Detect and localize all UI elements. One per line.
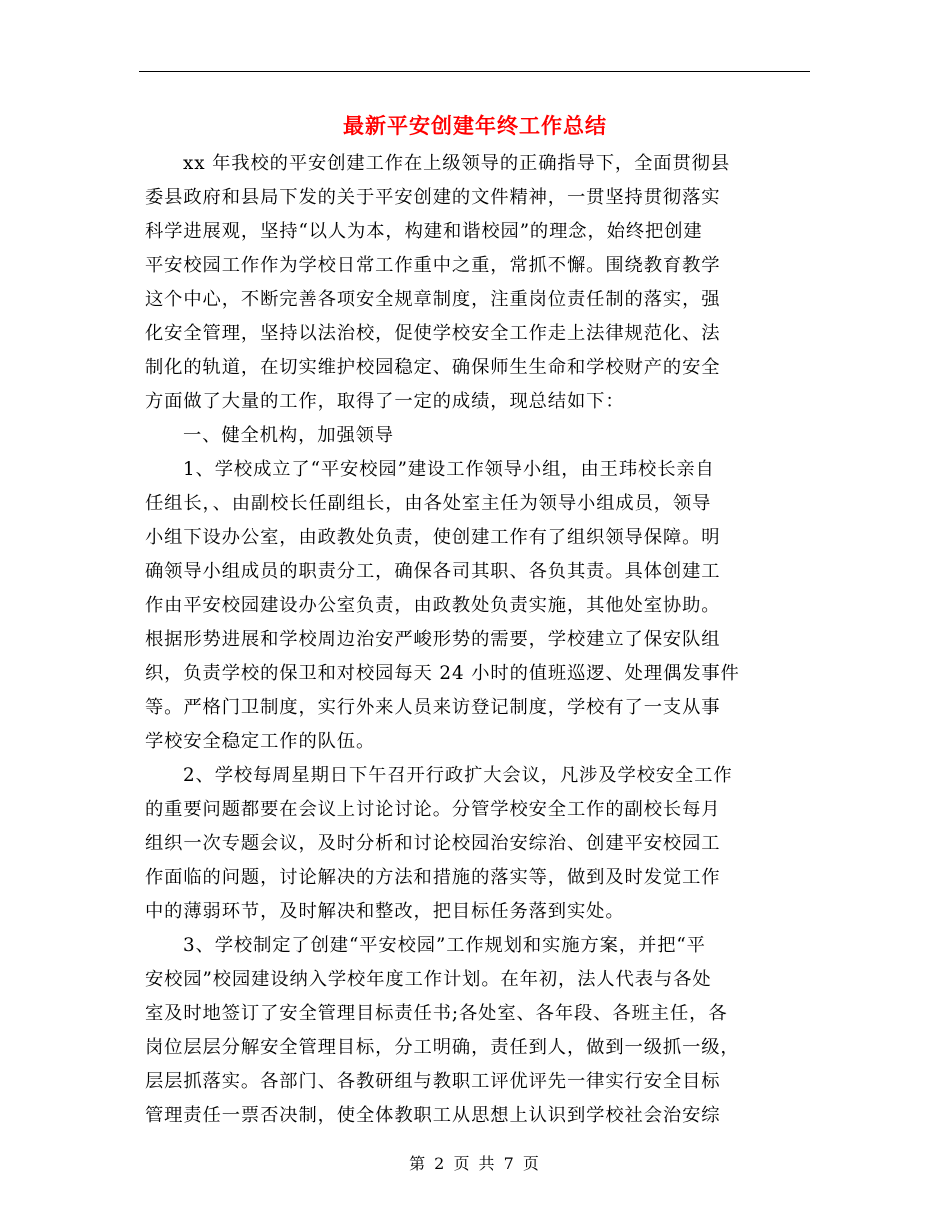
paragraph-line: 岗位层层分解安全管理目标，分工明确，责任到人，做到一级抓一级， [145, 1037, 740, 1058]
paragraph-line: 根据形势进展和学校周边治安严峻形势的需要，学校建立了保安队组 [145, 629, 721, 650]
paragraph-line: 中的薄弱环节，及时解决和整改，把目标任务落到实处。 [145, 901, 625, 922]
document-body [145, 147, 805, 1133]
paragraph-line: 化安全管理，坚持以法治校，促使学校安全工作走上法律规范化、法 [145, 323, 721, 344]
paragraph-line: 层层抓落实。各部门、各教研组与教职工评优评先一律实行安全目标 [145, 1071, 721, 1092]
paragraph-line: 学校安全稳定工作的队伍。 [145, 731, 376, 752]
paragraph-line: 小组下设办公室，由政教处负责，使创建工作有了组织领导保障。明 [145, 527, 721, 548]
paragraph-line: 科学进展观，坚持“以人为本，构建和谐校园”的理念，始终把创建 [145, 221, 703, 242]
paragraph-line: 安校园”校园建设纳入学校年度工作计划。在年初，法人代表与各处 [145, 969, 712, 990]
paragraph-line: 1、学校成立了“平安校园”建设工作领导小组，由王玮校长亲自 [183, 459, 715, 480]
paragraph-line: 制化的轨道，在切实维护校园稳定、确保师生生命和学校财产的安全 [145, 357, 721, 378]
paragraph-line: 方面做了大量的工作，取得了一定的成绩，现总结如下： [145, 391, 625, 412]
paragraph-line: 的重要问题都要在会议上讨论讨论。分管学校安全工作的副校长每月 [145, 799, 721, 820]
paragraph-line: 室及时地签订了安全管理目标责任书;各处室、各年段、各班主任，各 [145, 1003, 728, 1024]
page-number-footer: 第 2 页 共 7 页 [409, 1154, 541, 1173]
paragraph-line: 等。严格门卫制度，实行外来人员来访登记制度，学校有了一支从事 [145, 697, 721, 718]
paragraph-line: 管理责任一票否决制，使全体教职工从思想上认识到学校社会治安综 [145, 1105, 721, 1126]
paragraph-line: 平安校园工作作为学校日常工作重中之重，常抓不懈。围绕教育教学 [145, 255, 721, 276]
paragraph-line: 作由平安校园建设办公室负责，由政教处负责实施，其他处室协助。 [145, 595, 721, 616]
paragraph-line: 任组长，、由副校长任副组长，由各处室主任为领导小组成员，领导 [145, 493, 712, 514]
paragraph-line: 织，负责学校的保卫和对校园每天 24 小时的值班巡逻、处理偶发事件 [145, 663, 740, 684]
paragraph-line: xx 年我校的平安创建工作在上级领导的正确指导下，全面贯彻县 [183, 153, 731, 174]
paragraph-line: 组织一次专题会议，及时分析和讨论校园治安综治、创建平安校园工 [145, 833, 721, 854]
paragraph-line: 确领导小组成员的职责分工，确保各司其职、各负其责。具体创建工 [145, 561, 721, 582]
paragraph-line: 委县政府和县局下发的关于平安创建的文件精神，一贯坚持贯彻落实 [145, 187, 721, 208]
paragraph-line: 作面临的问题，讨论解决的方法和措施的落实等，做到及时发觉工作 [145, 867, 721, 888]
header-rule [139, 71, 810, 72]
section-heading: 一、健全机构，加强领导 [183, 425, 394, 446]
paragraph-line: 这个中心，不断完善各项安全规章制度，注重岗位责任制的落实，强 [145, 289, 721, 310]
paragraph-line: 3、学校制定了创建“平安校园”工作规划和实施方案，并把“平 [183, 935, 706, 956]
paragraph-line: 2、学校每周星期日下午召开行政扩大会议，凡涉及学校安全工作 [183, 765, 733, 786]
document-title: 最新平安创建年终工作总结 [343, 113, 607, 138]
